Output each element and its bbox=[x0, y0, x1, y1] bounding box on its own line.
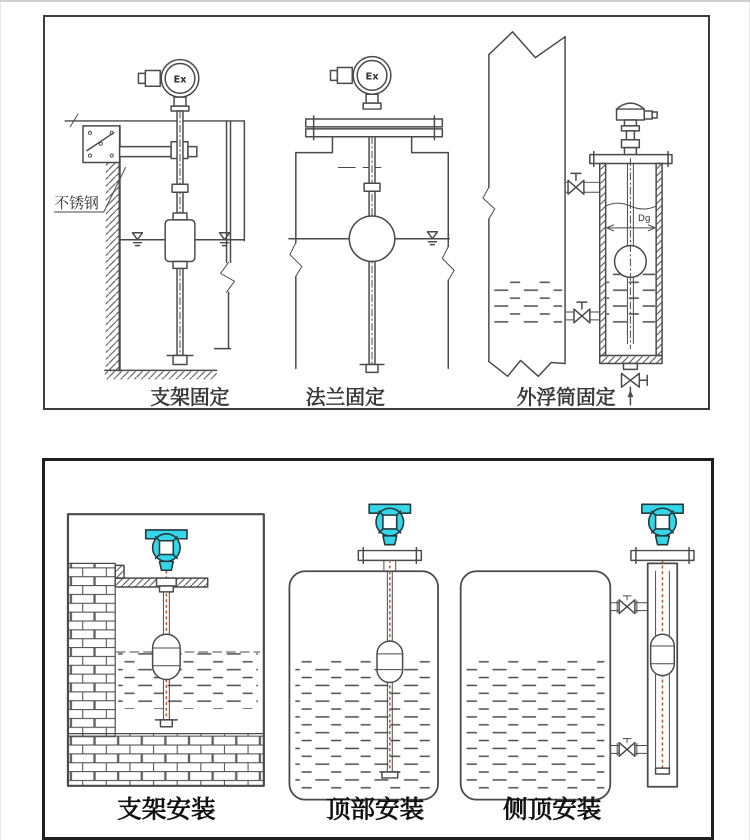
top-panel bbox=[43, 15, 710, 410]
transmitter-head bbox=[642, 504, 683, 544]
top-valve bbox=[565, 173, 600, 194]
ball-float bbox=[349, 216, 395, 262]
transmitter-head-ex bbox=[138, 60, 198, 98]
side-top-installation-diagram bbox=[461, 504, 694, 823]
caption-bracket-installation: 支架安装 bbox=[117, 794, 216, 824]
bracket-fixing-diagram bbox=[54, 60, 244, 408]
top-panel-drawing bbox=[45, 17, 708, 408]
bottom-panel bbox=[42, 458, 714, 840]
wall-hatch bbox=[106, 128, 120, 371]
caption-flange-fixing: 法兰固定 bbox=[305, 386, 385, 408]
bracket-arm bbox=[120, 142, 197, 159]
chamber-bottom bbox=[600, 356, 662, 364]
transmitter-head-ex bbox=[330, 57, 390, 95]
float-body bbox=[153, 634, 181, 679]
bracket-installation-diagram bbox=[68, 514, 264, 823]
float-body bbox=[377, 641, 403, 682]
diameter-arrow bbox=[607, 225, 656, 231]
bottom-panel-drawing bbox=[45, 461, 711, 837]
flange bbox=[358, 551, 421, 561]
tank-wall bbox=[483, 32, 565, 376]
flange-fixing-diagram bbox=[289, 57, 454, 408]
material-label: 不锈钢 bbox=[54, 195, 99, 213]
caption-external-chamber-fixing: 外浮筒固定 bbox=[516, 386, 616, 408]
diameter-label: Dg bbox=[638, 213, 651, 224]
caption-bracket-fixing: 支架固定 bbox=[150, 386, 230, 408]
float-body bbox=[165, 213, 195, 268]
brick-wall-column bbox=[68, 563, 115, 736]
ex-marking: Ex bbox=[365, 71, 379, 83]
ground-hatch bbox=[105, 371, 217, 379]
brick-wall-base bbox=[68, 734, 264, 786]
external-chamber-fixing-diagram bbox=[483, 32, 672, 408]
ex-marking: Ex bbox=[173, 74, 187, 86]
flange bbox=[631, 551, 694, 561]
float-body bbox=[651, 634, 675, 675]
drain-valve bbox=[621, 373, 647, 405]
liquid bbox=[467, 656, 605, 794]
transmitter-head bbox=[146, 530, 187, 570]
liquid bbox=[295, 656, 432, 794]
top-installation-diagram bbox=[289, 504, 438, 823]
caption-top-installation: 顶部安装 bbox=[325, 794, 425, 824]
bottom-valve bbox=[565, 302, 600, 323]
upper-connection-valve bbox=[610, 596, 647, 614]
mounting-plate bbox=[83, 126, 120, 163]
liquid bbox=[118, 650, 258, 709]
transmitter-head bbox=[369, 504, 410, 544]
chamber-wall-left bbox=[600, 164, 606, 356]
caption-side-top-installation: 侧顶安装 bbox=[503, 794, 602, 824]
transmitter-head bbox=[617, 103, 658, 154]
chamber-wall-right bbox=[656, 164, 662, 356]
bracket-support bbox=[115, 565, 124, 578]
lower-connection-valve bbox=[610, 739, 647, 757]
